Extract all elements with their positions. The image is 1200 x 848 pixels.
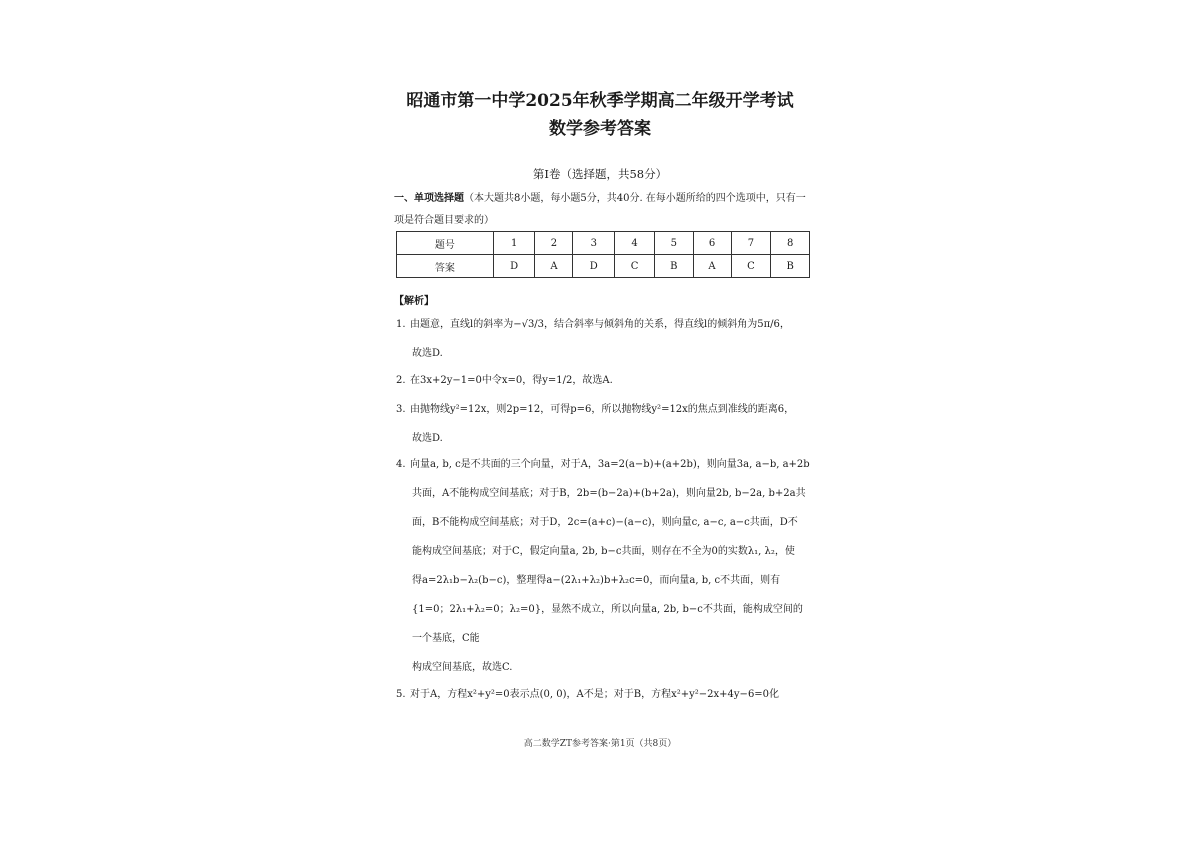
solution-line: 故选D.	[412, 433, 443, 444]
row-header-number: 题号	[397, 232, 494, 255]
solution-line: {1=0；2λ₁+λ₂=0；λ₂=0}，显然不成立，所以向量a, 2b, b−c不共面，能构成空间的一个基底，C能	[412, 604, 803, 644]
solution-number: 2.	[396, 375, 406, 386]
solution-1	[396, 310, 810, 368]
solution-line: 得a=2λ₁b−λ₂(b−c)，整理得a−(2λ₁+λ₂)b+λ₂c=0，而向量a, b, c不共面，则有	[412, 575, 781, 586]
document-title: 昭通市第一中学2025年秋季学期高二年级开学考试	[406, 91, 794, 111]
question-number: 6	[693, 232, 731, 255]
solution-number: 4.	[396, 459, 406, 470]
part-one-heading: 一、单项选择题	[394, 193, 464, 204]
question-number: 8	[771, 232, 810, 255]
solution-line: 由抛物线y²=12x，则2p=12，可得p=6，所以抛物线y²=12x的焦点到准线的距离6，	[410, 404, 795, 415]
answer-cell: C	[731, 255, 771, 278]
answer-cell: D	[573, 255, 615, 278]
solution-number: 1.	[396, 319, 406, 330]
part-one-instruction: （本大题共8小题，每小题5分，共40分. 在每小题所给的四个选项中，只有一项是符合题目要求的）	[394, 193, 806, 226]
question-number: 2	[535, 232, 573, 255]
solution-line: 向量a, b, c是不共面的三个向量，对于A，3a=2(a−b)+(a+2b)，则向量3a, a−b, a+2b	[410, 459, 810, 470]
solution-line: 共面，A不能构成空间基底；对于B，2b=(b−2a)+(b+2a)，则向量2b, b−2a, b+2a共	[412, 488, 806, 499]
answer-table	[396, 231, 810, 278]
answer-cell: A	[693, 255, 731, 278]
table-row-answers	[397, 255, 810, 278]
answer-cell: B	[654, 255, 693, 278]
answer-cell: A	[535, 255, 573, 278]
question-number: 5	[654, 232, 693, 255]
solution-line: 对于A，方程x²+y²=0表示点(0, 0)，A不是；对于B，方程x²+y²−2x+4y−6=0化	[410, 689, 780, 700]
solution-line: 由题意，直线l的斜率为−√3/3，结合斜率与倾斜角的关系，得直线l的倾斜角为5π/6，	[410, 319, 790, 330]
answer-cell: B	[771, 255, 810, 278]
section-title: 第Ⅰ卷（选择题，共58分）	[532, 167, 668, 181]
answer-cell: C	[615, 255, 655, 278]
question-number: 4	[615, 232, 655, 255]
solution-2	[396, 366, 810, 395]
solution-4	[396, 450, 810, 682]
answer-cell: D	[493, 255, 535, 278]
solution-3	[396, 395, 810, 453]
question-number: 7	[731, 232, 771, 255]
row-header-answer: 答案	[397, 255, 494, 278]
solution-number: 5.	[396, 689, 406, 700]
question-number: 1	[493, 232, 535, 255]
solution-number: 3.	[396, 404, 406, 415]
solution-line: 面，B不能构成空间基底；对于D，2c=(a+c)−(a−c)，则向量c, a−c, a−c共面，D不	[412, 517, 798, 528]
solution-line: 能构成空间基底；对于C，假定向量a, 2b, b−c共面，则存在不全为0的实数λ₁, λ₂，使	[412, 546, 795, 557]
analysis-label: 【解析】	[394, 296, 434, 307]
solution-5	[396, 680, 810, 709]
solution-line: 构成空间基底，故选C.	[412, 662, 513, 673]
document-subtitle: 数学参考答案	[549, 119, 651, 139]
page-footer: 高二数学ZT参考答案·第1页（共8页）	[523, 739, 677, 749]
question-number: 3	[573, 232, 615, 255]
part-one-intro	[394, 188, 810, 232]
solution-line: 故选D.	[412, 348, 443, 359]
table-row-numbers	[397, 232, 810, 255]
solution-line: 在3x+2y−1=0中令x=0，得y=1/2，故选A.	[410, 375, 613, 386]
